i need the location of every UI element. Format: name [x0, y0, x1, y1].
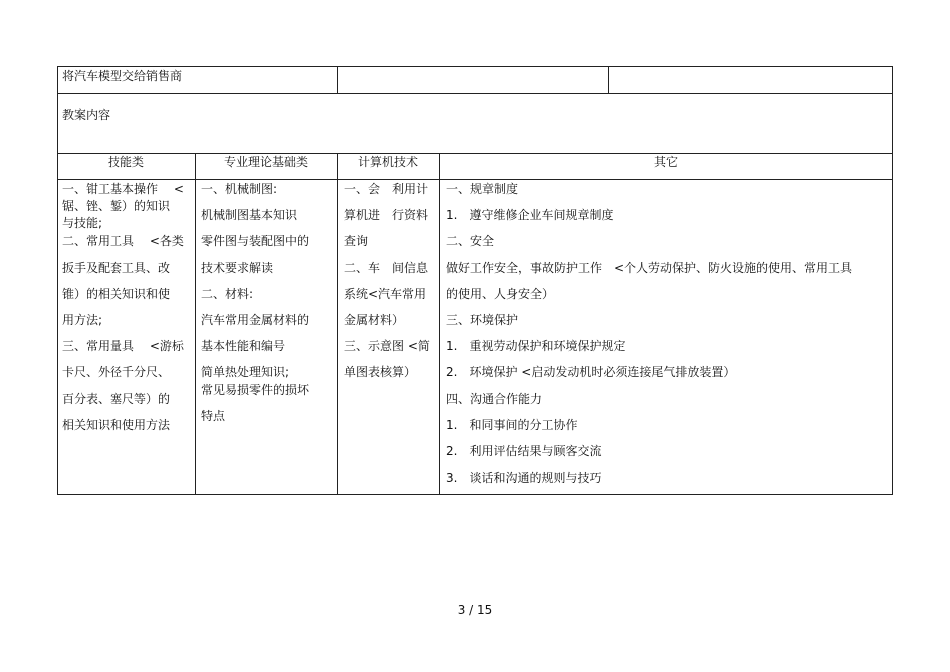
- other-line: 做好工作安全，事故防护工作 <个人劳动保护、防火设施的使用、常用工具: [446, 261, 853, 275]
- column-divider-1: [195, 153, 196, 495]
- other-line: 3. 谈话和沟通的规则与技巧: [446, 471, 602, 485]
- top-row-divider-1: [337, 66, 338, 94]
- other-line: 四、沟通合作能力: [446, 392, 543, 406]
- other-line: 1. 重视劳动保护和环境保护规定: [446, 339, 626, 353]
- header-theory: 专业理论基础类: [223, 155, 308, 169]
- theory-line: 常见易损零件的损坏: [201, 383, 310, 397]
- top-row-divider-2: [608, 66, 609, 94]
- skills-line: 相关知识和使用方法: [62, 418, 171, 432]
- other-line: 2. 环境保护 <启动发动机时必须连接尾气排放装置）: [446, 365, 736, 379]
- top-row: [57, 66, 893, 94]
- computer-line: 查询: [344, 234, 369, 248]
- skills-line: 与技能;: [62, 216, 103, 230]
- header-other: 其它: [653, 155, 678, 169]
- other-line: 的使用、人身安全）: [446, 287, 555, 301]
- skills-line: 卡尺、外径千分尺、: [62, 365, 171, 379]
- skills-line: 锯、锉、錾）的知识: [62, 199, 171, 213]
- other-line: 1. 遵守维修企业车间规章制度: [446, 208, 614, 222]
- header-top-line: [57, 153, 893, 154]
- skills-line: 一、钳工基本操作 <: [62, 182, 184, 196]
- page-number: 3 / 15: [457, 603, 493, 617]
- theory-line: 二、材料:: [201, 287, 254, 301]
- header-skills: 技能类: [107, 155, 144, 169]
- other-line: 2. 利用评估结果与顾客交流: [446, 444, 602, 458]
- other-line: 三、环境保护: [446, 313, 519, 327]
- skills-line: 百分表、塞尺等）的: [62, 392, 171, 406]
- theory-line: 基本性能和编号: [201, 339, 286, 353]
- other-line: 二、安全: [446, 234, 495, 248]
- theory-line: 零件图与装配图中的: [201, 234, 310, 248]
- skills-line: 锥）的相关知识和使: [62, 287, 171, 301]
- theory-line: 简单热处理知识;: [201, 365, 290, 379]
- section-title: 教案内容: [62, 108, 111, 122]
- skills-line: 三、常用量具 <游标: [62, 339, 184, 353]
- column-divider-2: [337, 153, 338, 495]
- computer-line: 二、车 间信息: [344, 261, 429, 275]
- header-bottom-line: [57, 179, 893, 180]
- skills-line: 扳手及配套工具、改: [62, 261, 171, 275]
- other-line: 1. 和同事间的分工协作: [446, 418, 578, 432]
- column-divider-3: [439, 153, 440, 495]
- theory-line: 技术要求解读: [201, 261, 274, 275]
- computer-line: 系统<汽车常用: [344, 287, 427, 301]
- skills-line: 二、常用工具 <各类: [62, 234, 184, 248]
- computer-line: 一、会 利用计: [344, 182, 429, 196]
- computer-line: 单图表核算）: [344, 365, 417, 379]
- top-row-cell-1-text: 将汽车模型交给销售商: [62, 69, 183, 83]
- computer-line: 三、示意图 <简: [344, 339, 430, 353]
- skills-line: 用方法;: [62, 313, 103, 327]
- theory-line: 一、机械制图:: [201, 182, 278, 196]
- theory-line: 特点: [201, 409, 226, 423]
- theory-line: 汽车常用金属材料的: [201, 313, 310, 327]
- theory-line: 机械制图基本知识: [201, 208, 298, 222]
- computer-line: 算机进 行资料: [344, 208, 429, 222]
- computer-line: 金属材料）: [344, 313, 405, 327]
- other-line: 一、规章制度: [446, 182, 519, 196]
- header-computer: 计算机技术: [357, 155, 418, 169]
